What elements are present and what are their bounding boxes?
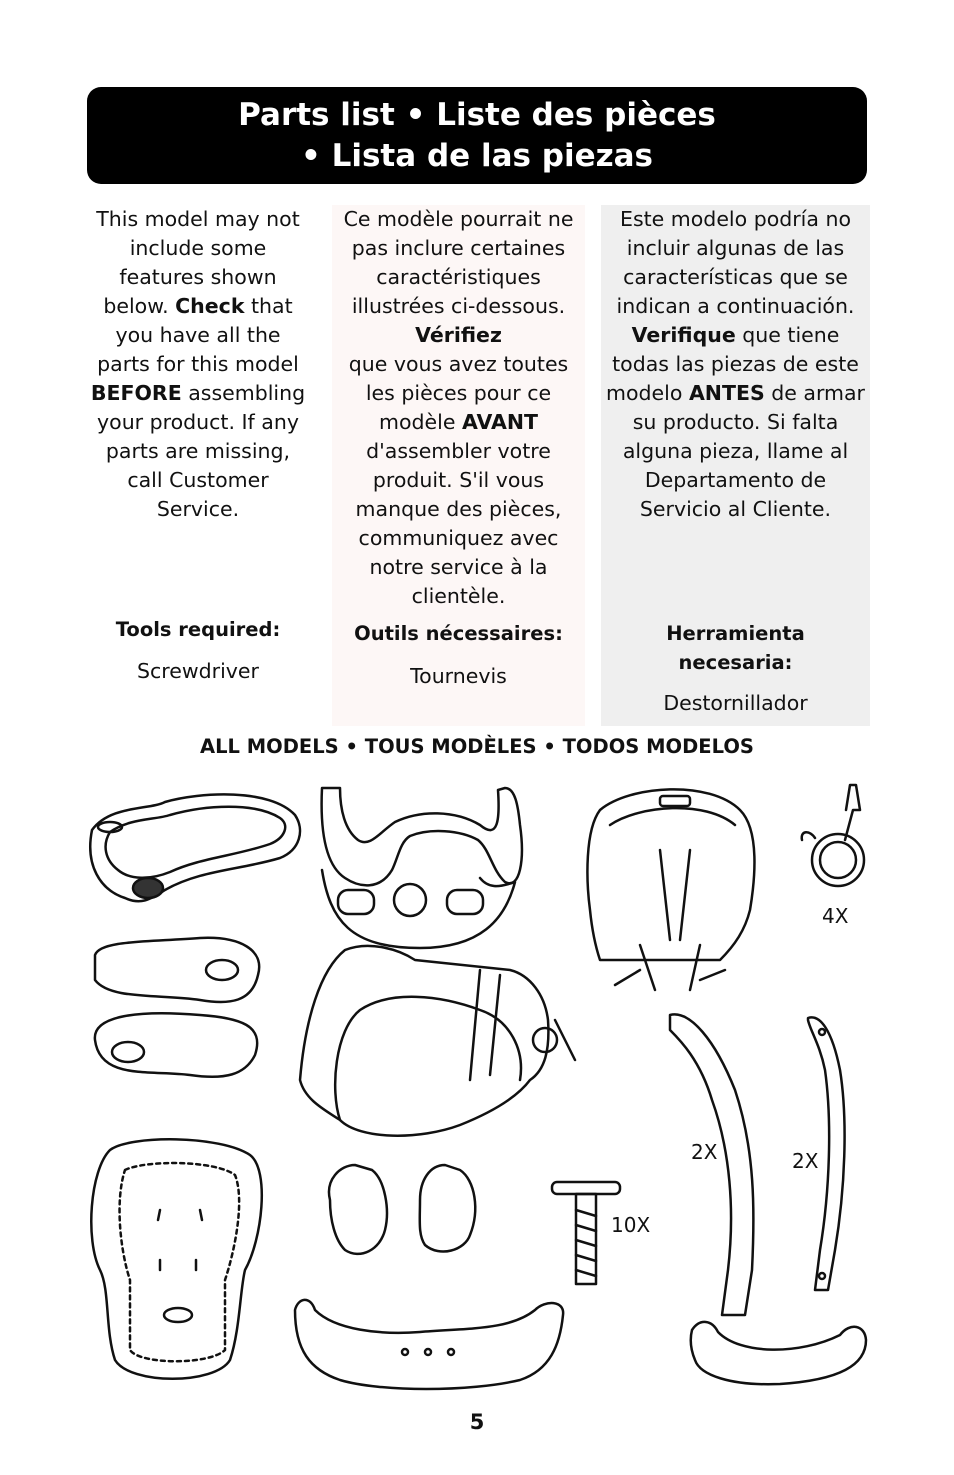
handle-bar-icon — [295, 1300, 563, 1389]
french-verifiez-word: Vérifiez — [415, 323, 502, 347]
caster-icon — [802, 785, 864, 886]
french-text-a: Ce modèle pourrait ne pas inclure certaines caractéristiques illustrées ci-dessous. — [343, 207, 574, 318]
rear-bar-icon — [691, 1322, 866, 1384]
english-tools-heading: Tools required: — [115, 618, 281, 641]
english-check-word: Check — [175, 294, 245, 318]
english-text-b: that you have all the parts for this model — [97, 294, 299, 376]
english-before-word: BEFORE — [90, 381, 182, 405]
french-tools-heading: Outils nécessaires: — [354, 622, 563, 645]
french-avant-word: AVANT — [462, 410, 538, 434]
seat-back-icon — [587, 789, 754, 990]
spanish-antes-word: ANTES — [688, 381, 765, 405]
spanish-text-a: Este modelo podría no incluir algunas de las características que se indican a continuación. — [616, 207, 855, 318]
seat-frame-icon — [300, 946, 575, 1136]
french-instructions — [332, 205, 585, 611]
english-instructions — [88, 205, 308, 524]
seat-pad-icon — [91, 1139, 262, 1378]
casters-quantity: 4X — [822, 904, 849, 928]
english-text-c: assembling your product. If any parts are missing, call Customer Service. — [97, 381, 306, 521]
spanish-tool-name: Destornillador — [663, 691, 808, 715]
english-column — [88, 205, 308, 725]
english-text-a: This model may not include some features shown below. — [96, 207, 300, 318]
spanish-text-b: que tiene todas las piezas de este modelo — [606, 323, 859, 405]
legs-left-quantity: 2X — [691, 1140, 718, 1164]
arm-pads-icon — [95, 938, 259, 1077]
screws-quantity: 10X — [611, 1213, 651, 1237]
all-models-heading: ALL MODELS • TOUS MODÈLES • TODOS MODELOS — [200, 735, 754, 758]
hinges-icon — [329, 1165, 475, 1254]
footrest-icon — [322, 788, 522, 948]
french-column — [332, 205, 585, 726]
french-text-c: d'assembler votre produit. S'il vous manque des pièces, communiquez avec notre service à la clientèle. — [355, 439, 562, 608]
banner-title-line-1: Parts list • Liste des pièces — [238, 97, 716, 133]
page-number: 5 — [469, 1410, 485, 1434]
parts-list-banner — [87, 87, 867, 184]
banner-title-line-2: • Lista de las piezas — [300, 138, 654, 174]
english-tool-name: Screwdriver — [137, 659, 259, 683]
spanish-text-c: de armar su producto. Si falta alguna pieza, llame al Departamento de Servicio al Cliente. — [622, 381, 865, 521]
french-text-b: que vous avez toutes les pièces pour ce modèle — [348, 352, 569, 434]
spanish-tools-heading: Herramienta necesaria: — [666, 622, 805, 674]
french-tool-name: Tournevis — [410, 664, 507, 688]
spanish-verifique-word: Verifique — [631, 323, 736, 347]
tray-icon — [90, 794, 300, 901]
parts-illustration — [0, 770, 954, 1400]
spanish-column — [601, 205, 870, 726]
screw-icon — [552, 1182, 620, 1284]
spanish-instructions — [601, 205, 870, 524]
legs-right-quantity: 2X — [792, 1149, 819, 1173]
